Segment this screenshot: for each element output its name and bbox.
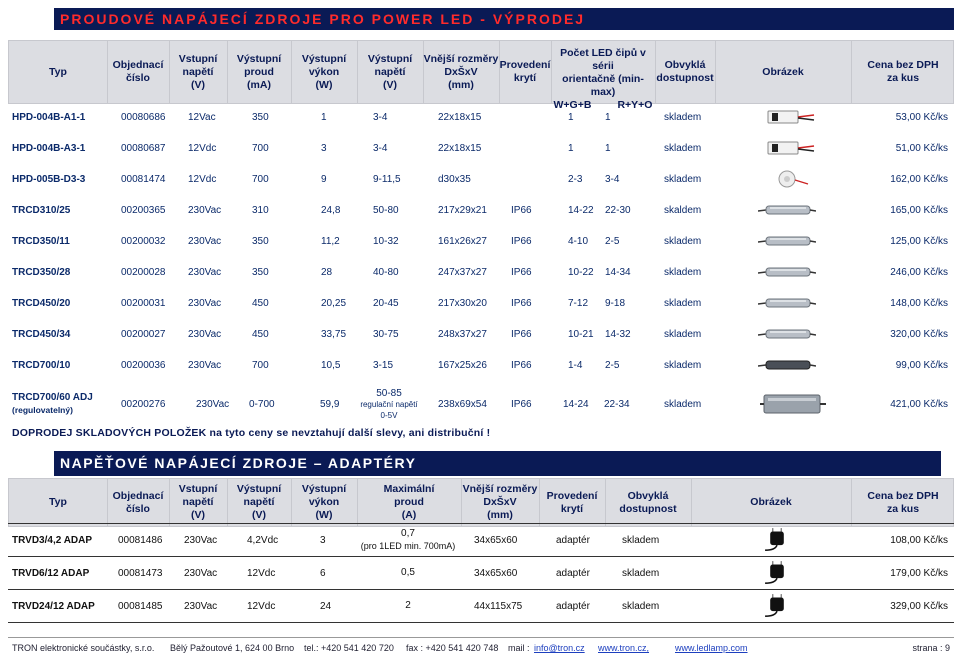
cell-cena: 329,00 Kč/ks xyxy=(890,600,948,612)
clearance-notice: DOPRODEJ SKLADOVÝCH POLOŽEK na tyto ceny se nevztahují další slevy, ani distribuční ! xyxy=(12,427,491,439)
cell-obj: 00200027 xyxy=(121,328,166,340)
table-row xyxy=(8,102,954,132)
cell-rozm: 44x115x75 xyxy=(474,600,523,612)
cell-ryo: 2-5 xyxy=(605,359,620,371)
cell-typ: HPD-004B-A3-1 xyxy=(12,142,86,154)
col-obj: Objednací číslo xyxy=(112,489,164,515)
cell-nap: 12Vac xyxy=(188,111,216,123)
wall-adapter-image xyxy=(760,592,794,620)
cell-wgb: 1 xyxy=(568,111,574,123)
dark-driver-image xyxy=(758,356,816,374)
cell-ryo: 14-34 xyxy=(605,266,631,278)
cell-vnap: 3-4 xyxy=(373,142,388,154)
cell-vnap: 4,2Vdc xyxy=(247,534,279,546)
table-row xyxy=(8,319,954,349)
cell-cena: 51,00 Kč/ks xyxy=(895,142,948,154)
col-led-count: Počet LED čipů v sérii orientačně (min-max) W+G+B R+Y+O xyxy=(553,47,653,111)
col-prov: Provedení krytí xyxy=(546,489,598,515)
cell-proud: 0,5 xyxy=(401,567,415,578)
cell-prov: adaptér xyxy=(556,534,590,546)
cell-rozm: 34x65x60 xyxy=(474,534,518,546)
cell-vykon: 10,5 xyxy=(321,359,341,371)
cell-proud: 0-700 xyxy=(249,398,275,410)
col-rozm: Vnější rozměry DxŠxV (mm) xyxy=(423,52,499,91)
cell-rozm: 238x69x54 xyxy=(438,398,487,410)
cell-obj: 00080687 xyxy=(121,142,166,154)
cell-ryo: 1 xyxy=(605,111,611,123)
cell-cena: 162,00 Kč/ks xyxy=(890,173,948,185)
cell-typ: TRCD700/10 xyxy=(12,359,71,371)
cell-wgb: 1-4 xyxy=(568,359,583,371)
footer-address: Bělý Pažoutové 1, 624 00 Brno xyxy=(170,643,295,653)
cell-dost: skladem xyxy=(664,142,702,154)
footer-web-ledlamp-link[interactable]: www.ledlamp.com xyxy=(675,643,748,653)
cell-dost: skladem xyxy=(622,534,660,546)
cell-wgb: 7-12 xyxy=(568,297,589,309)
col-vnap: Výstupní napětí (V) xyxy=(367,52,413,91)
slim-driver-image xyxy=(758,201,816,219)
cell-ryo: 22-30 xyxy=(605,204,631,216)
cell-proud: 310 xyxy=(252,204,269,216)
cell-proud: 350 xyxy=(252,235,269,247)
table-header-led-drivers xyxy=(8,40,954,111)
cell-proud: 700 xyxy=(252,173,269,185)
cell-obj: 00200276 xyxy=(121,398,166,410)
table-row xyxy=(8,350,954,380)
col-typ: Typ xyxy=(49,65,67,78)
cell-vykon: 3 xyxy=(320,534,326,546)
cell-rozm: 34x65x60 xyxy=(474,567,518,579)
round-driver-image xyxy=(758,170,816,188)
cell-rozm: 247x37x27 xyxy=(438,266,487,278)
cell-rozm: 217x29x21 xyxy=(438,204,487,216)
col-proud: Maximální proud (A) xyxy=(383,483,435,521)
col-prov: Provedení krytí xyxy=(499,59,551,84)
col-nap: Vstupní napětí (V) xyxy=(178,483,218,521)
cell-vykon: 24,8 xyxy=(321,204,341,216)
cell-wgb: 10-21 xyxy=(568,328,594,340)
cell-ryo: 9-18 xyxy=(605,297,626,309)
cell-nap: 230Vac xyxy=(196,398,230,410)
cell-prov: IP66 xyxy=(511,266,532,278)
cell-dost: skladem xyxy=(664,297,702,309)
cell-obj: 00200032 xyxy=(121,235,166,247)
cell-wgb: 1 xyxy=(568,142,574,154)
cell-cena: 165,00 Kč/ks xyxy=(890,204,948,216)
cell-proud: 700 xyxy=(252,142,269,154)
cell-wgb: 10-22 xyxy=(568,266,594,278)
cell-wgb: 2-3 xyxy=(568,173,583,185)
cell-nap: 230Vac xyxy=(188,266,222,278)
cell-vnap: 40-80 xyxy=(373,266,399,278)
cell-typ: TRCD350/28 xyxy=(12,266,71,278)
cell-dost: skladem xyxy=(664,328,702,340)
col-cena: Cena bez DPH za kus xyxy=(867,59,939,84)
slim-driver-image xyxy=(758,325,816,343)
led-driver-board-image xyxy=(758,139,816,157)
cell-proud: 350 xyxy=(252,111,269,123)
cell-rozm: 161x26x27 xyxy=(438,235,487,247)
cell-vykon: 11,2 xyxy=(321,235,340,247)
cell-obj: 00081486 xyxy=(118,534,163,546)
page-footer xyxy=(8,637,954,657)
cell-typ: TRCD700/60 ADJ (regulovatelný) xyxy=(12,392,93,415)
cell-cena: 148,00 Kč/ks xyxy=(890,297,948,309)
cell-cena: 179,00 Kč/ks xyxy=(890,567,948,579)
cell-ryo: 1 xyxy=(605,142,611,154)
cell-proud: 2 xyxy=(405,600,411,611)
cell-prov: IP66 xyxy=(511,398,532,410)
footer-mail-link[interactable]: info@tron.cz xyxy=(534,643,585,653)
cell-nap: 230Vac xyxy=(188,204,222,216)
col-cena: Cena bez DPH za kus xyxy=(867,489,939,515)
cell-nap: 230Vac xyxy=(188,297,222,309)
cell-prov: IP66 xyxy=(511,297,532,309)
cell-dost: skladem xyxy=(664,266,702,278)
cell-typ: HPD-004B-A1-1 xyxy=(12,111,86,123)
cell-typ: TRVD3/4,2 ADAP xyxy=(12,534,93,546)
col-obr: Obrázek xyxy=(750,496,792,508)
cell-prov: adaptér xyxy=(556,600,590,612)
cell-vykon: 59,9 xyxy=(320,398,340,410)
wall-adapter-image xyxy=(760,526,794,554)
col-vnap: Výstupní napětí (V) xyxy=(236,483,282,521)
cell-wgb: 4-10 xyxy=(568,235,589,247)
cell-vykon: 24 xyxy=(320,600,332,612)
cell-ryo: 3-4 xyxy=(605,173,620,185)
cell-nap: 230Vac xyxy=(184,567,218,579)
cell-prov: IP66 xyxy=(511,204,532,216)
cell-wgb: 14-22 xyxy=(568,204,594,216)
cell-vnap: 30-75 xyxy=(373,328,399,340)
cell-vnap: 50-80 xyxy=(373,204,399,216)
led-driver-board-image xyxy=(758,108,816,126)
cell-typ: TRCD310/25 xyxy=(12,204,71,216)
col-proud: Výstupní proud (mA) xyxy=(236,52,282,91)
section-title-led-drivers: PROUDOVÉ NAPÁJECÍ ZDROJE PRO POWER LED - VÝPRODEJ xyxy=(54,8,954,30)
footer-web-tron-link[interactable]: www.tron.cz, xyxy=(598,643,650,653)
cell-vnap: 20-45 xyxy=(373,297,399,309)
cell-cena: 125,00 Kč/ks xyxy=(890,235,948,247)
table-row xyxy=(8,589,954,622)
table-row xyxy=(8,385,954,423)
cell-ryo: 22-34 xyxy=(604,398,630,410)
cell-cena: 108,00 Kč/ks xyxy=(890,534,948,546)
cell-typ: TRVD24/12 ADAP xyxy=(12,600,95,612)
cell-rozm: 22x18x15 xyxy=(438,142,482,154)
cell-dost: skladem xyxy=(622,567,660,579)
section-title-adapters: NAPĚŤOVÉ NAPÁJECÍ ZDROJE – ADAPTÉRY xyxy=(54,451,941,476)
wall-adapter-image xyxy=(760,559,794,587)
cell-vnap: 50-85 regulační napětí 0-5V xyxy=(360,387,418,420)
cell-proud: 700 xyxy=(252,359,269,371)
table-row xyxy=(8,133,954,163)
cell-vykon: 33,75 xyxy=(321,328,347,340)
cell-obj: 00080686 xyxy=(121,111,166,123)
cell-typ: TRVD6/12 ADAP xyxy=(12,567,90,579)
cell-nap: 230Vac xyxy=(188,359,222,371)
cell-rozm: d30x35 xyxy=(438,173,471,185)
cell-prov: IP66 xyxy=(511,359,532,371)
table-row xyxy=(8,226,954,256)
large-driver-image xyxy=(758,389,828,419)
slim-driver-image xyxy=(758,294,816,312)
slim-driver-image xyxy=(758,263,816,281)
cell-vnap: 9-11,5 xyxy=(373,173,401,185)
cell-vnap: 3-15 xyxy=(373,359,394,371)
cell-dost: skladem xyxy=(664,235,702,247)
cell-vnap: 10-32 xyxy=(373,235,399,247)
cell-dost: skladem xyxy=(622,600,660,612)
cell-vykon: 6 xyxy=(320,567,326,579)
footer-mail-label: mail : xyxy=(508,643,530,653)
col-vykon: Výstupní výkon (W) xyxy=(301,52,347,91)
slim-driver-image xyxy=(758,232,816,250)
cell-dost: skladem xyxy=(664,359,702,371)
table-bottom-rule xyxy=(8,622,954,623)
cell-vykon: 1 xyxy=(321,111,327,123)
cell-dost: skladem xyxy=(664,111,702,123)
col-dost: Obvyklá dostupnost xyxy=(656,59,714,84)
cell-dost: skladem xyxy=(664,398,702,410)
cell-typ: TRCD450/34 xyxy=(12,328,71,340)
cell-prov: adaptér xyxy=(556,567,590,579)
table-row xyxy=(8,556,954,589)
cell-ryo: 2-5 xyxy=(605,235,620,247)
cell-prov: IP66 xyxy=(511,235,532,247)
cell-proud: 450 xyxy=(252,297,269,309)
cell-obj: 00081474 xyxy=(121,173,166,185)
cell-nap: 12Vdc xyxy=(188,142,217,154)
cell-proud: 350 xyxy=(252,266,269,278)
cell-obj: 00200365 xyxy=(121,204,166,216)
cell-rozm: 248x37x27 xyxy=(438,328,487,340)
footer-fax: fax : +420 541 420 748 xyxy=(406,643,499,653)
cell-cena: 421,00 Kč/ks xyxy=(890,398,948,410)
cell-rozm: 167x25x26 xyxy=(438,359,487,371)
cell-nap: 230Vac xyxy=(188,328,222,340)
cell-rozm: 22x18x15 xyxy=(438,111,482,123)
cell-vykon: 9 xyxy=(321,173,327,185)
cell-obj: 00081473 xyxy=(118,567,163,579)
cell-vykon: 3 xyxy=(321,142,327,154)
footer-company: TRON elektronické součástky, s.r.o. xyxy=(12,643,155,653)
cell-typ: TRCD350/11 xyxy=(12,235,70,247)
cell-nap: 230Vac xyxy=(184,534,218,546)
cell-proud: 0,7 (pro 1LED min. 700mA) xyxy=(360,528,456,551)
cell-cena: 99,00 Kč/ks xyxy=(895,359,948,371)
cell-vykon: 28 xyxy=(321,266,333,278)
cell-obj: 00200036 xyxy=(121,359,166,371)
cell-ryo: 14-32 xyxy=(605,328,631,340)
cell-obj: 00200031 xyxy=(121,297,166,309)
table-row xyxy=(8,257,954,287)
cell-nap: 230Vac xyxy=(184,600,218,612)
cell-vnap: 3-4 xyxy=(373,111,388,123)
cell-dost: skaldem xyxy=(664,204,702,216)
col-vykon: Výstupní výkon (W) xyxy=(301,483,347,521)
table-header-adapters xyxy=(8,478,954,527)
cell-vnap: 12Vdc xyxy=(247,600,276,612)
cell-nap: 12Vdc xyxy=(188,173,217,185)
footer-tel: tel.: +420 541 420 720 xyxy=(304,643,394,653)
cell-typ: HPD-005B-D3-3 xyxy=(12,173,86,185)
col-obr: Obrázek xyxy=(762,65,804,78)
cell-typ: TRCD450/20 xyxy=(12,297,71,309)
cell-dost: skladem xyxy=(664,173,702,185)
cell-obj: 00081485 xyxy=(118,600,163,612)
cell-prov: IP66 xyxy=(511,328,532,340)
footer-page-number: strana : 9 xyxy=(912,643,950,653)
cell-proud: 450 xyxy=(252,328,269,340)
cell-cena: 320,00 Kč/ks xyxy=(890,328,948,340)
col-rozm: Vnější rozměry DxŠxV (mm) xyxy=(462,483,538,521)
cell-rozm: 217x30x20 xyxy=(438,297,487,309)
col-typ: Typ xyxy=(49,496,67,508)
col-obj: Objednací číslo xyxy=(112,59,164,84)
cell-wgb: 14-24 xyxy=(563,398,589,410)
col-nap: Vstupní napětí (V) xyxy=(178,52,218,91)
table-row xyxy=(8,195,954,225)
table-row xyxy=(8,523,954,556)
table-row xyxy=(8,164,954,194)
cell-vykon: 20,25 xyxy=(321,297,347,309)
cell-nap: 230Vac xyxy=(188,235,222,247)
cell-vnap: 12Vdc xyxy=(247,567,276,579)
cell-obj: 00200028 xyxy=(121,266,166,278)
table-row xyxy=(8,288,954,318)
cell-cena: 53,00 Kč/ks xyxy=(895,111,948,123)
cell-cena: 246,00 Kč/ks xyxy=(890,266,948,278)
col-dost: Obvyklá dostupnost xyxy=(619,489,677,515)
